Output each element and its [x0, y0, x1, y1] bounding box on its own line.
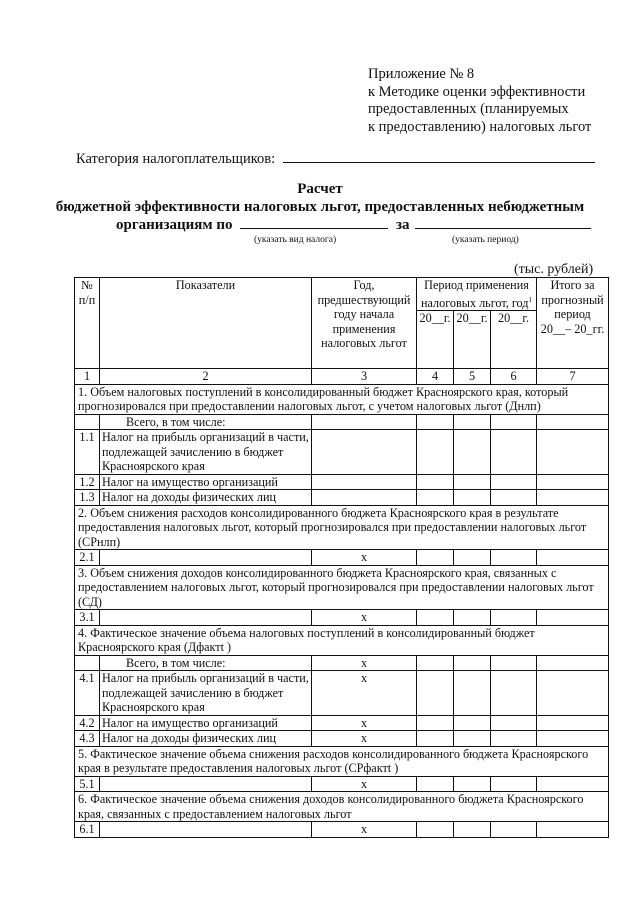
col-number: 7 — [537, 369, 609, 385]
col-number: 1 — [75, 369, 100, 385]
table-row — [75, 430, 609, 475]
x-mark: х — [312, 715, 417, 731]
table-row — [75, 776, 609, 792]
section-5-heading: 5. Фактическое значение объема снижения расходов консолидированного бюджета Красноярского края в результате предоставления налоговых льгот (СРфактt ) — [75, 746, 609, 776]
section-2-heading: 2. Объем снижения расходов консолидированного бюджета Красноярского края в результате предоставления налоговых льгот, который прогнозировался при предоставлении налоговых льгот (СРнлп) — [75, 505, 609, 550]
x-mark: х — [312, 731, 417, 747]
column-number-row — [75, 369, 609, 385]
section-1-heading: 1. Объем налоговых поступлений в консолидированный бюджет Красноярского края, который прогнозировался при предоставлении налоговых льгот, с учетом налоговых льгот (Днлп) — [75, 384, 609, 414]
table-row — [75, 490, 609, 506]
col-number: 5 — [454, 369, 491, 385]
tax-type-blank[interactable] — [240, 228, 388, 229]
appendix-block — [368, 66, 591, 136]
row-number: 4.1 — [75, 671, 100, 716]
x-mark: х — [312, 776, 417, 792]
row-number: 5.1 — [75, 776, 100, 792]
section-6-heading: 6. Фактическое значение объема снижения доходов консолидированного бюджета Красноярского края, связанных с предоставлением налоговых льгот — [75, 792, 609, 822]
category-blank[interactable] — [283, 162, 595, 163]
appendix-line-1: Приложение № 8 — [368, 66, 475, 82]
section-4-heading: 4. Фактическое значение объема налоговых поступлений в консолидированный бюджет Красноярского края (Дфактt ) — [75, 625, 609, 655]
calculation-table — [74, 277, 609, 838]
appendix-line-3: предоставленных (планируемых — [368, 101, 569, 117]
category-label: Категория налогоплательщиков: — [76, 151, 276, 167]
period-blank[interactable] — [415, 228, 591, 229]
table-row — [75, 610, 609, 626]
subtitle-for-label: за — [395, 217, 410, 233]
row-number: 6.1 — [75, 822, 100, 838]
col-number: 4 — [417, 369, 454, 385]
appendix-line-4: к предоставлению) налоговых льгот — [368, 118, 592, 135]
header-period — [417, 278, 537, 311]
s4-2-label: Налог на имущество организаций — [100, 715, 312, 731]
hint-period: (указать период) — [452, 235, 519, 245]
row-number: 2.1 — [75, 550, 100, 566]
table-row — [75, 822, 609, 838]
header-year-1: 20__г. — [417, 311, 454, 369]
section-3-heading: 3. Объем снижения доходов консолидированного бюджета Красноярского края, связанных с предоставлением налоговых льгот, который прогнозировался при предоставлении налоговых льгот (СД) — [75, 565, 609, 610]
hint-tax: (указать вид налога) — [254, 235, 337, 245]
units-label: (тыс. рублей) — [514, 262, 594, 277]
row-number: 1.2 — [75, 474, 100, 490]
s4-3-label: Налог на доходы физических лиц — [100, 731, 312, 747]
header-total: Итого за прогнозный период 20__– 20_гг. — [537, 278, 609, 369]
s1-3-label: Налог на доходы физических лиц — [100, 490, 312, 506]
s4-total-label: Всего, в том числе: — [100, 655, 312, 671]
s1-2-label: Налог на имущество организаций — [100, 474, 312, 490]
table-row — [75, 671, 609, 716]
s4-1-label: Налог на прибыль организаций в части, подлежащей зачислению в бюджет Красноярского края — [100, 671, 312, 716]
row-number: 1.1 — [75, 430, 100, 475]
header-year-before: Год, предшествующий году начала применения налоговых льгот — [312, 278, 417, 369]
col-number: 3 — [312, 369, 417, 385]
doc-subtitle-line3 — [116, 217, 591, 234]
header-year-3: 20__г. — [491, 311, 537, 369]
x-mark: х — [312, 655, 417, 671]
subtitle-orgs-label: организациям по — [116, 217, 233, 233]
x-mark: х — [312, 610, 417, 626]
header-period-footnote: 1 — [528, 295, 532, 304]
table-row — [75, 550, 609, 566]
appendix-line-2: к Методике оценки эффективности — [368, 83, 586, 100]
row-number: 4.3 — [75, 731, 100, 747]
header-indicators: Показатели — [100, 278, 312, 369]
table-row — [75, 414, 609, 430]
x-mark: х — [312, 550, 417, 566]
header-period-text: Период применения налоговых льгот, год — [421, 278, 529, 310]
row-number: 1.3 — [75, 490, 100, 506]
table-row — [75, 715, 609, 731]
category-row — [76, 151, 595, 168]
s1-1-label: Налог на прибыль организаций в части, подлежащей зачислению в бюджет Красноярского края — [100, 430, 312, 475]
row-number: 3.1 — [75, 610, 100, 626]
row-number: 4.2 — [75, 715, 100, 731]
table-row — [75, 655, 609, 671]
s1-total-label: Всего, в том числе: — [100, 414, 312, 430]
col-number: 6 — [491, 369, 537, 385]
header-year-2: 20__г. — [454, 311, 491, 369]
x-mark: х — [312, 822, 417, 838]
col-number: 2 — [100, 369, 312, 385]
table-row — [75, 731, 609, 747]
header-num: № п/п — [75, 278, 100, 369]
table-row — [75, 474, 609, 490]
doc-title: Расчет — [297, 181, 343, 197]
doc-subtitle: бюджетной эффективности налоговых льгот, предоставленных небюджетным — [55, 199, 585, 215]
x-mark: х — [312, 671, 417, 716]
